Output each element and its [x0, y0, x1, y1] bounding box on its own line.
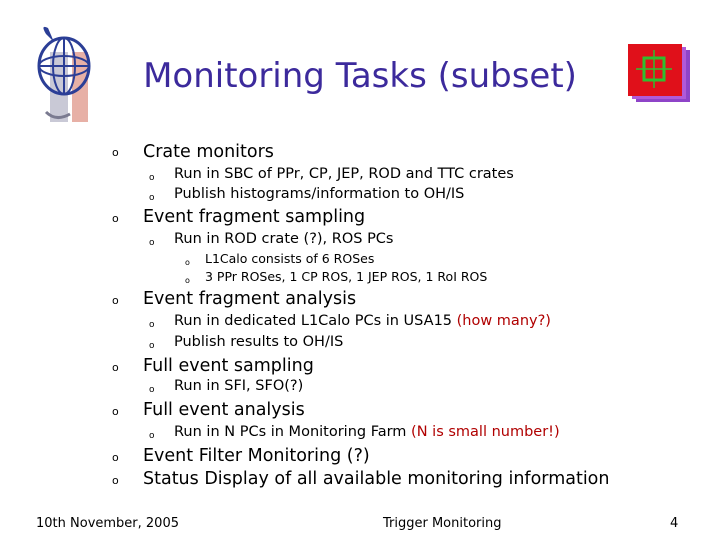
bullet-icon: o: [112, 146, 119, 159]
sub-bullet-sbc: Run in SBC of PPr, CP, JEP, ROD and TTC crates: [174, 166, 514, 182]
bullet-event-fragment-sampling: Event fragment sampling: [143, 207, 366, 227]
sub-bullet-monitoring-farm: [174, 424, 560, 440]
footer-date: 10th November, 2005: [36, 516, 179, 531]
page-number: 4: [670, 516, 679, 531]
highlight-n-small: (N is small number!): [411, 424, 560, 440]
bullet-icon: o: [149, 193, 155, 203]
slide-title: Monitoring Tasks (subset): [143, 56, 577, 96]
bullet-icon: o: [149, 431, 155, 441]
bullet-full-event-sampling: Full event sampling: [143, 356, 314, 376]
bullet-icon: o: [112, 474, 119, 487]
sub-bullet-publish-histograms: Publish histograms/information to OH/IS: [174, 186, 465, 202]
sub-bullet-rod-crate: Run in ROD crate (?), ROS PCs: [174, 231, 394, 247]
bullet-icon: o: [149, 385, 155, 395]
sub-bullet-dedicated-pcs-text: Run in dedicated L1Calo PCs in USA15: [174, 313, 453, 329]
bullet-icon: o: [112, 405, 119, 418]
bullet-full-event-analysis: Full event analysis: [143, 400, 305, 420]
bullet-icon: o: [149, 173, 155, 183]
bullet-icon: o: [112, 451, 119, 464]
bullet-status-display: Status Display of all available monitoring information: [143, 469, 610, 489]
sub-bullet-sfi-sfo: Run in SFI, SFO(?): [174, 378, 304, 394]
bullet-icon: o: [112, 212, 119, 225]
bullet-icon: o: [185, 276, 190, 285]
bullet-crate-monitors: Crate monitors: [143, 142, 274, 162]
bullet-event-fragment-analysis: Event fragment analysis: [143, 289, 357, 309]
bullet-icon: o: [149, 341, 155, 351]
bullet-event-filter-monitoring: Event Filter Monitoring (?): [143, 446, 370, 466]
highlight-how-many: (how many?): [456, 313, 551, 329]
sub-sub-bullet-ros-list: 3 PPr ROSes, 1 CP ROS, 1 JEP ROS, 1 RoI ROS: [205, 269, 488, 284]
bullet-icon: o: [112, 361, 119, 374]
bullet-icon: o: [149, 320, 155, 330]
bullet-icon: o: [112, 294, 119, 307]
bullet-icon: o: [185, 258, 190, 267]
sub-bullet-monitoring-farm-text: Run in N PCs in Monitoring Farm: [174, 424, 407, 440]
footer-title: Trigger Monitoring: [383, 516, 502, 531]
sub-bullet-publish-results: Publish results to OH/IS: [174, 334, 344, 350]
sub-bullet-dedicated-pcs: [174, 313, 551, 329]
bullet-icon: o: [149, 238, 155, 248]
sub-sub-bullet-roses: L1Calo consists of 6 ROSes: [205, 251, 375, 266]
